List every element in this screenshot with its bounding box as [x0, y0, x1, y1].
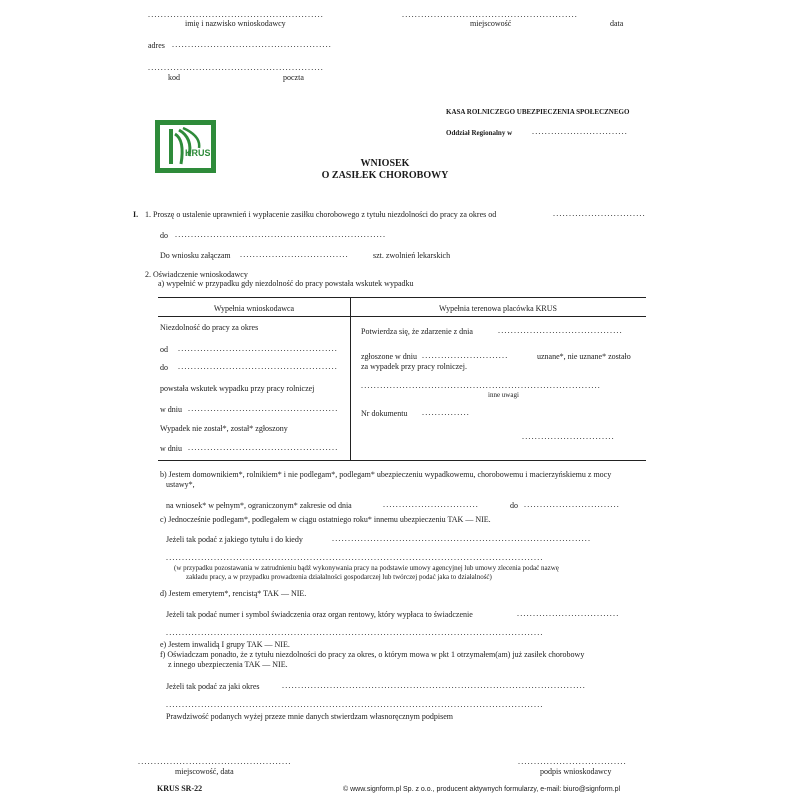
section1-item2a: a) wypełnić w przypadku gdy niezdolność do pracy powstała wskutek wypadku [158, 279, 414, 288]
reported-dots[interactable]: ........................... [422, 351, 509, 360]
accident-date-dots[interactable]: ............................................... [188, 404, 339, 413]
docnr-dots[interactable]: ............... [422, 408, 470, 417]
postcode-dots[interactable]: ....................................................... [148, 63, 324, 72]
to-date-dots[interactable]: .................................................. [178, 362, 338, 371]
item-f-line1: f) Oświadczam ponadto, że z tytułu niezdolności do pracy za okres, o którym mowa w pkt 1 otrzymałem(am) już zasiłek chorobowy [160, 650, 585, 659]
table-header-border [158, 316, 646, 317]
insurance-from-dots[interactable]: .............................. [383, 500, 479, 509]
table-left-row-0: Niezdolność do pracy za okres [160, 323, 259, 332]
branch-dots[interactable]: .............................. [532, 127, 628, 136]
institution-name: KASA ROLNICZEGO UBEZPIECZENIA SPOŁECZNEGO [446, 108, 630, 116]
logo-text: KRUS [185, 148, 210, 158]
pension-dots[interactable]: ................................ [517, 609, 620, 618]
item-c-note1: (w przypadku pozostawania w zatrudnieniu bądź wykonywania pracy na podstawie umowy agencyjnej lub umowy zlecenia podać nazwę [174, 564, 559, 572]
table-right-header: Wypełnia terenowa placówka KRUS [439, 304, 557, 313]
right-accident: za wypadek przy pracy rolniczej. [361, 362, 467, 371]
table-divider [350, 297, 351, 460]
table-left-row-2: do [160, 363, 168, 372]
benefit-period-dots-2[interactable]: ...................................................................................................................... [166, 700, 544, 709]
table-top-border [158, 297, 646, 298]
address-dots[interactable]: .................................................. [172, 40, 332, 49]
other-insurance-dots-2[interactable]: ...................................................................................................................... [166, 553, 544, 562]
section1-item1: 1. Proszę o ustalenie uprawnień i wypłacenie zasiłku chorobowego z tytułu niezdolności do pracy za okres od [145, 210, 497, 219]
table-left-row-4: w dniu [160, 405, 182, 414]
postcode-label: kod [168, 73, 180, 82]
krus-logo-icon [161, 126, 210, 167]
period-to-label: do [160, 231, 168, 240]
attach-count-dots[interactable]: .................................. [240, 250, 349, 259]
item-e-line1: e) Jestem inwalidą I grupy TAK — NIE. [160, 640, 290, 649]
right-reported: zgłoszone w dniu [361, 352, 417, 361]
item-f-line3: Jeżeli tak podać za jaki okres [166, 682, 260, 691]
post-office-label: poczta [283, 73, 304, 82]
section1-item2: 2. Oświadczenie wnioskodawcy [145, 270, 248, 279]
form-title-line1: WNIOSEK [360, 158, 410, 169]
table-bottom-border [158, 460, 646, 461]
footer-signature-label: podpis wnioskodawcy [540, 767, 612, 776]
table-left-header: Wypełnia wnioskodawca [213, 304, 295, 313]
item-c-line1: c) Jednocześnie podlegam*, podlegałem w ciągu ostatniego roku* innemu ubezpieczeniu TAK — NIE. [160, 515, 491, 524]
right-recognized: uznane*, nie uznane* zostało [537, 352, 631, 361]
applicant-signature-dots[interactable]: .................................. [518, 757, 627, 766]
place-label: miejscowość [470, 19, 512, 28]
attach-label: Do wniosku załączam [160, 251, 231, 260]
branch-label: Oddział Regionalny w [446, 129, 513, 137]
krus-logo [155, 120, 216, 173]
table-left-row-5: Wypadek nie został*, został* zgłoszony [160, 424, 288, 433]
item-b-line2: ustawy*, [166, 480, 195, 489]
table-left-row-1: od [160, 345, 168, 354]
right-confirm: Potwierdza się, że zdarzenie z dnia [361, 327, 473, 336]
period-to-dots[interactable]: .................................................................. [175, 230, 387, 239]
confirm-dots[interactable]: ....................................... [498, 326, 623, 335]
remarks-dots[interactable]: ........................................................................... [361, 381, 601, 390]
item-f-line2: z innego ubezpieczenia TAK — NIE. [168, 660, 288, 669]
item-d-line1: d) Jestem emerytem*, rencistą* TAK — NIE. [160, 589, 307, 598]
right-other: inne uwagi [488, 391, 519, 399]
right-docnr: Nr dokumentu [361, 409, 408, 418]
item-b-line3: na wniosek* w pełnym*, ograniczonym* zakresie od dnia [166, 501, 352, 510]
item-b-to: do [510, 501, 518, 510]
section-roman: I. [133, 210, 139, 219]
table-left-row-6: w dniu [160, 444, 182, 453]
attach-suffix: szt. zwolnień lekarskich [373, 251, 451, 260]
item-d-line2: Jeżeli tak podać numer i symbol świadczenia oraz organ rentowy, który wypłaca to świadczenie [166, 610, 473, 619]
place-date-signature-dots[interactable]: ................................................ [138, 757, 292, 766]
place-date-dots[interactable]: ....................................................... [402, 10, 578, 19]
address-label: adres [148, 41, 165, 50]
applicant-name-dots[interactable]: ....................................................... [148, 10, 324, 19]
form-code: KRUS SR-22 [157, 784, 203, 793]
truth-statement: Prawdziwość podanych wyżej przeze mnie danych stwierdzam własnoręcznym podpisem [166, 712, 454, 721]
item-c-note2: zakładu pracy, a w przypadku prowadzenia działalności gospodarczej lub twórczej podać jaka to działalność) [186, 573, 492, 581]
other-insurance-dots[interactable]: ................................................................................. [332, 534, 592, 543]
insurance-to-dots[interactable]: .............................. [524, 500, 620, 509]
form-title-line2: O ZASIŁEK CHOROBOWY [321, 170, 449, 181]
item-c-line2: Jeżeli tak podać z jakiego tytułu i do kiedy [166, 535, 303, 544]
publisher-note: © www.signform.pl Sp. z o.o., producent aktywnych formularzy, e-mail: biuro@signform.pl [343, 786, 621, 793]
footer-place-date-label: miejscowość, data [175, 767, 234, 776]
date-label: data [610, 19, 624, 28]
table-left-row-3: powstała wskutek wypadku przy pracy rolniczej [160, 384, 315, 393]
from-date-dots[interactable]: .................................................. [178, 344, 338, 353]
benefit-period-dots[interactable]: ............................................................................................... [282, 681, 586, 690]
period-from-dots[interactable]: ............................. [553, 209, 646, 218]
pension-dots-2[interactable]: ...................................................................................................................... [166, 628, 544, 637]
applicant-name-label: imię i nazwisko wnioskodawcy [185, 19, 286, 28]
report-date-dots[interactable]: ............................................... [188, 443, 339, 452]
stamp-dots[interactable]: ............................. [522, 432, 615, 441]
item-b-line1: b) Jestem domownikiem*, rolnikiem* i nie podlegam*, podlegam* ubezpieczeniu wypadkowemu, chorobowemu i macierzyńskiemu z mocy [160, 470, 612, 479]
